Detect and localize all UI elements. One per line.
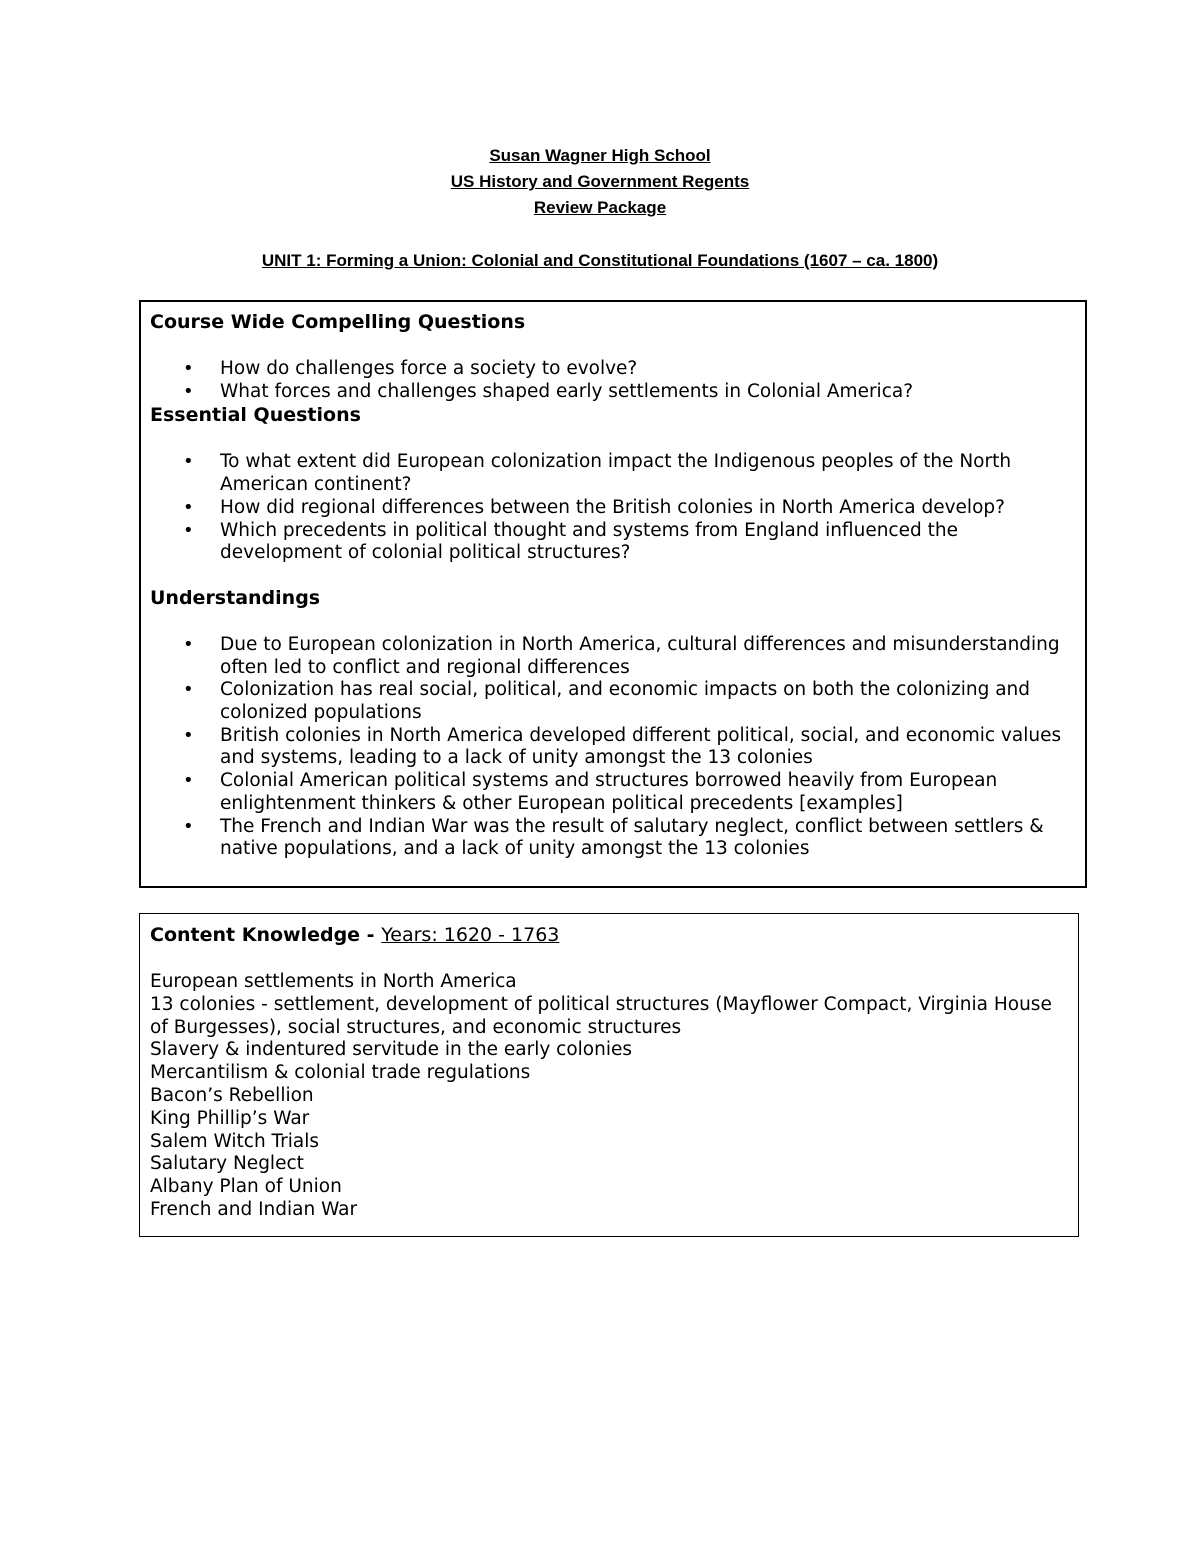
bullet-icon: • — [183, 633, 194, 655]
list-item — [150, 497, 1075, 520]
content-knowledge-box — [139, 913, 1079, 1237]
list-item-text: How did regional differences between the British colonies in North America develop? — [220, 496, 1005, 518]
essential-questions-list — [150, 451, 1075, 565]
content-knowledge-heading — [150, 923, 1068, 947]
course-title: US History and Government Regents — [450, 172, 750, 191]
list-item-text: Which precedents in political thought and systems from England influenced the development of colonial political structures? — [220, 519, 958, 564]
list-item-text: The French and Indian War was the result of salutary neglect, conflict between settlers & native populations, and a lack of unity amongst the 13 colonies — [220, 815, 1044, 860]
list-item-text: British colonies in North America developed different political, social, and economic values and systems, leading to a lack of unity amongst the 13 colonies — [220, 724, 1062, 769]
bullet-icon: • — [183, 380, 194, 402]
list-item — [150, 679, 1075, 724]
bullet-icon: • — [183, 496, 194, 518]
list-item-text: Colonial American political systems and structures borrowed heavily from European enlightenment thinkers & other European political precedents [examples] — [220, 770, 998, 814]
bullet-icon: • — [183, 451, 194, 473]
list-item: Mercantilism & colonial trade regulations — [150, 1062, 531, 1084]
list-item-text: What forces and challenges shaped early settlements in Colonial America? — [220, 380, 914, 402]
school-name: Susan Wagner High School — [489, 146, 711, 165]
list-item: Slavery & indentured servitude in the early colonies — [150, 1039, 633, 1061]
course-wide-questions-heading: Course Wide Compelling Questions — [150, 311, 526, 333]
bullet-icon: • — [183, 519, 194, 541]
list-item: Salutary Neglect — [150, 1153, 304, 1175]
list-item: King Phillip’s War — [150, 1107, 310, 1129]
list-item — [150, 725, 1075, 770]
list-item: Albany Plan of Union — [150, 1176, 342, 1198]
content-knowledge-list — [150, 971, 1068, 1222]
list-item-text: How do challenges force a society to evolve? — [220, 358, 638, 379]
list-item: French and Indian War — [150, 1198, 358, 1220]
list-item — [150, 770, 1075, 815]
understandings-list — [150, 634, 1075, 861]
course-wide-questions-list — [150, 358, 1075, 403]
list-item — [150, 358, 1075, 381]
list-item-text: To what extent did European colonization impact the Indigenous peoples of the North American continent? — [220, 451, 1012, 496]
questions-box — [139, 300, 1087, 888]
essential-questions-heading: Essential Questions — [150, 404, 361, 427]
list-item: Bacon’s Rebellion — [150, 1084, 314, 1106]
list-item-text: Due to European colonization in North America, cultural differences and misunderstanding often led to conflict and regional differences — [220, 633, 1060, 678]
list-item — [150, 381, 1075, 404]
list-item: 13 colonies - settlement, development of political structures (Mayflower Compact, Virginia House of Burgesses), social structures, and economic structures — [150, 993, 1052, 1038]
list-item: Salem Witch Trials — [150, 1130, 320, 1152]
content-knowledge-label: Content Knowledge - — [150, 924, 382, 946]
years-range: Years: 1620 - 1763 — [381, 924, 560, 946]
unit-title: UNIT 1: Forming a Union: Colonial and Constitutional Foundations (1607 – ca. 1800) — [261, 251, 939, 270]
bullet-icon: • — [183, 679, 194, 701]
list-item — [150, 634, 1075, 679]
bullet-icon: • — [183, 724, 194, 746]
list-item — [150, 816, 1075, 861]
bullet-icon: • — [183, 815, 194, 837]
list-item — [150, 451, 1075, 496]
package-title: Review Package — [533, 198, 667, 217]
list-item: European settlements in North America — [150, 971, 517, 992]
bullet-icon: • — [183, 770, 194, 792]
list-item-text: Colonization has real social, political, and economic impacts on both the colonizing and colonized populations — [220, 679, 1030, 724]
list-item — [150, 520, 1075, 565]
understandings-heading: Understandings — [150, 586, 321, 609]
bullet-icon: • — [183, 358, 194, 379]
